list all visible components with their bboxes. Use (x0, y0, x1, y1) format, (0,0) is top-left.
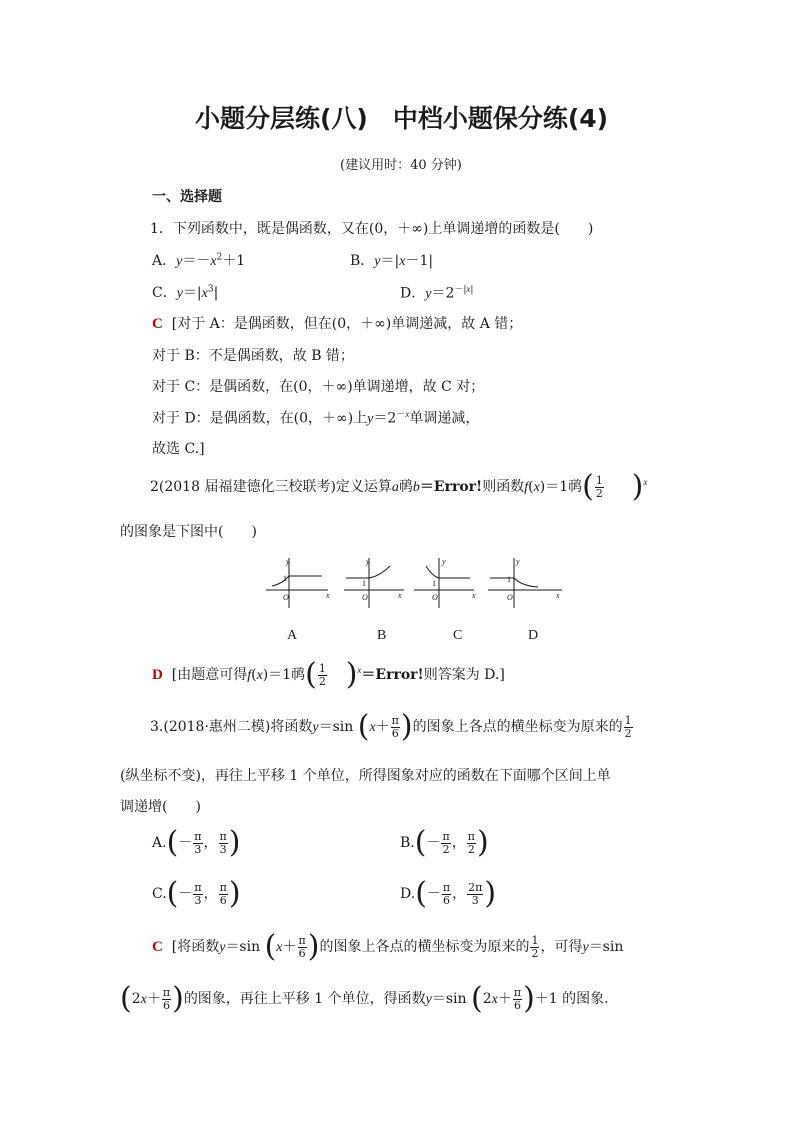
q1-option-d: D．$y=2^{-|x|}$ (400, 284, 474, 302)
svg-text:y: y (366, 557, 370, 566)
svg-text:y: y (516, 557, 520, 566)
graph-label-a: A (287, 628, 298, 643)
svg-text:1: 1 (432, 579, 436, 588)
q2-stem: 2(2018 届福建德化三校联考)定义运算a䴓b＝Error!则函数f(x)＝1䴓( $\frac{1}{2}$ )$^x$ (150, 469, 648, 504)
q3-answer: C (152, 939, 163, 955)
q3-stem-line3: 调递增( ) (120, 799, 201, 815)
q2-solution: D [由题意可得f(x)＝1䴓( $\frac{1}{2}$ )$^x$＝Error!则答案为 D.] (152, 657, 505, 692)
graph-c (414, 557, 476, 608)
q1-option-c: C．$y=|x^3|$ (152, 284, 219, 301)
svg-text:y: y (286, 557, 290, 566)
time-note: (建议用时：40 分钟) (340, 158, 462, 173)
q3-solution-line2: (2x＋ $\frac{\pi}{6}$ )的图象，再往上平移 1 个单位，得函数y＝sin (2x＋ $\frac{\pi}{6}$ )＋1 的图象. (120, 981, 609, 1016)
q2-stem-line2: 的图象是下图中( ) (120, 524, 257, 540)
q2-graphs-figure (262, 552, 572, 610)
svg-text:1: 1 (507, 575, 511, 584)
q1-answer: C (152, 316, 163, 332)
svg-text:O: O (432, 593, 438, 602)
svg-text:O: O (283, 593, 289, 602)
q3-solution-line1: C [将函数y＝sin (x＋ $\frac{\pi}{6}$ )的图象上各点的横坐标变为原来的 $\frac{1}{2}$ ，可得y＝sin (152, 929, 624, 964)
svg-text:1: 1 (283, 574, 287, 583)
q1-solution-line4: 对于 D：是偶函数，在(0，＋∞)上$y=2^{-x}$单调递减， (152, 409, 480, 427)
svg-text:1: 1 (362, 579, 366, 588)
q1-solution-line1: C [对于 A：是偶函数，但在(0，＋∞)单调递减，故 A 错； (152, 316, 523, 332)
q1-solution-line2: 对于 B：不是偶函数，故 B 错； (152, 348, 354, 364)
svg-text:x: x (326, 591, 330, 600)
svg-text:y: y (442, 557, 446, 566)
graph-label-d: D (528, 628, 539, 643)
svg-text:x: x (472, 591, 476, 600)
q1-stem: 1．下列函数中，既是偶函数，又在(0，＋∞)上单调递增的函数是( ) (150, 221, 594, 237)
graph-label-c: C (453, 628, 463, 643)
section-heading: 一、选择题 (152, 189, 222, 205)
svg-text:O: O (507, 593, 513, 602)
svg-text:x: x (556, 591, 560, 600)
q1-option-a: A．$y=-x^2+1$ (152, 252, 246, 269)
graph-d (488, 557, 562, 608)
q1-option-b: B．y＝|x－1| (350, 253, 434, 269)
graph-b (344, 557, 404, 608)
svg-text:x: x (398, 591, 402, 600)
q3-option-c: C.(－ $\frac{\pi}{3}$ ， $\frac{\pi}{6}$ ) (152, 876, 241, 911)
q1-solution-line3: 对于 C：是偶函数，在(0，＋∞)单调递增，故 C 对； (152, 379, 485, 395)
graph-a (266, 557, 330, 608)
q2-answer: D (152, 667, 163, 683)
page-title: 小题分层练(八) 中档小题保分练(4) (195, 104, 609, 133)
q3-stem-line2: (纵坐标不变)，再往上平移 1 个单位，所得图象对应的函数在下面哪个区间上单 (120, 768, 611, 784)
svg-text:O: O (362, 593, 368, 602)
q1-solution-line5: 故选 C.] (152, 441, 205, 457)
q3-option-b: B.(－ $\frac{\pi}{2}$ ， $\frac{\pi}{2}$ ) (400, 825, 489, 860)
q3-stem: 3.(2018·惠州二模)将函数y＝sin (x＋ $\frac{\pi}{6}$ )的图象上各点的横坐标变为原来的 $\frac{1}{2}$ (150, 709, 632, 744)
q3-option-a: A.(－ $\frac{\pi}{3}$ ， $\frac{\pi}{3}$ ) (152, 825, 241, 860)
graph-label-b: B (377, 628, 387, 643)
q3-option-d: D.(－ $\frac{\pi}{6}$ ， $\frac{2\pi}{3}$ ) (400, 876, 497, 911)
